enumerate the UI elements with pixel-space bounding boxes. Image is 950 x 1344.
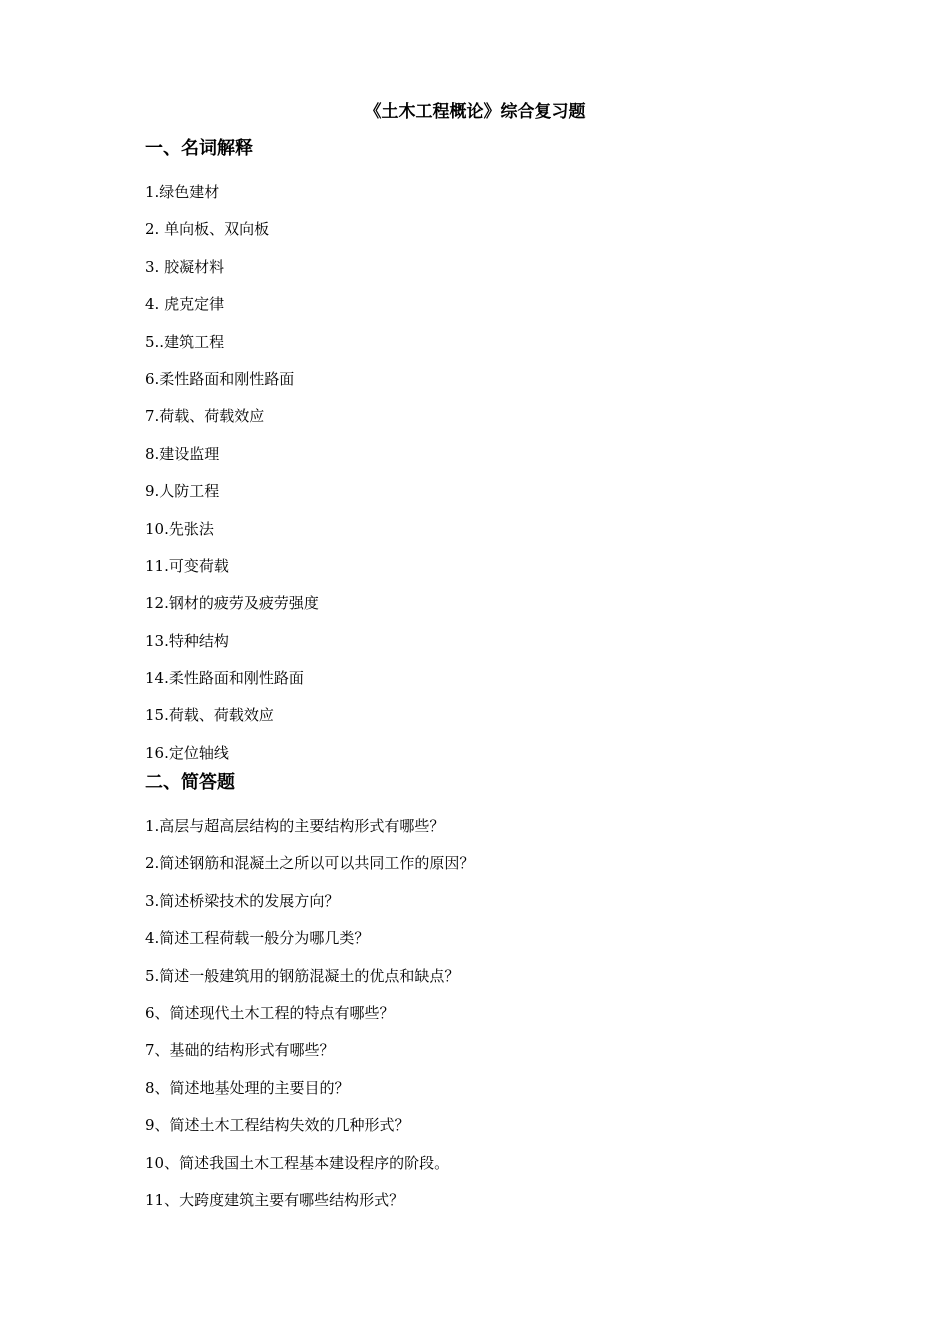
list-item: 1.高层与超高层结构的主要结构形式有哪些？	[145, 817, 445, 835]
list-item: 5.简述一般建筑用的钢筋混凝土的优点和缺点？	[145, 966, 460, 985]
list-item: 9.人防工程	[145, 482, 220, 501]
list-item: 4.简述工程荷载一般分为哪几类？	[145, 929, 370, 948]
document-title: 《土木工程概论》综合复习题	[364, 102, 586, 122]
list-item: 7、基础的结构形式有哪些？	[145, 1041, 335, 1060]
list-item: 4. 虎克定律	[145, 295, 225, 314]
list-item: 12.钢材的疲劳及疲劳强度	[145, 594, 319, 613]
list-item: 6.柔性路面和刚性路面	[145, 369, 295, 388]
section-heading: 二、简答题	[145, 772, 235, 793]
list-item: 3. 胶凝材料	[145, 257, 225, 276]
list-item: 3.简述桥梁技术的发展方向？	[145, 891, 340, 910]
list-item: 14.柔性路面和刚性路面	[145, 669, 304, 688]
list-item: 11.可变荷载	[145, 556, 229, 575]
list-item: 6、简述现代土木工程的特点有哪些？	[145, 1003, 395, 1022]
list-item: 10、简述我国土木工程基本建设程序的阶段。	[145, 1153, 450, 1172]
list-item: 16.定位轴线	[145, 743, 229, 762]
list-item: 1.绿色建材	[145, 183, 220, 201]
section-short-answer	[145, 770, 845, 1219]
section-term-definitions	[145, 136, 845, 772]
list-item: 2. 单向板、双向板	[145, 220, 270, 239]
question-list	[145, 174, 845, 772]
list-item: 11、大跨度建筑主要有哪些结构形式？	[145, 1190, 405, 1209]
list-item: 15.荷载、荷载效应	[145, 706, 274, 725]
list-item: 5..建筑工程	[145, 332, 225, 351]
list-item: 8.建设监理	[145, 444, 220, 463]
list-item: 8、简述地基处理的主要目的？	[145, 1078, 350, 1097]
list-item: 7.荷载、荷载效应	[145, 407, 265, 426]
list-item: 9、简述土木工程结构失效的几种形式？	[145, 1116, 410, 1135]
list-item: 10.先张法	[145, 519, 214, 538]
list-item: 2.简述钢筋和混凝土之所以可以共同工作的原因？	[145, 854, 475, 873]
question-list	[145, 808, 845, 1219]
list-item: 13.特种结构	[145, 631, 229, 650]
section-heading: 一、名词解释	[145, 138, 253, 159]
